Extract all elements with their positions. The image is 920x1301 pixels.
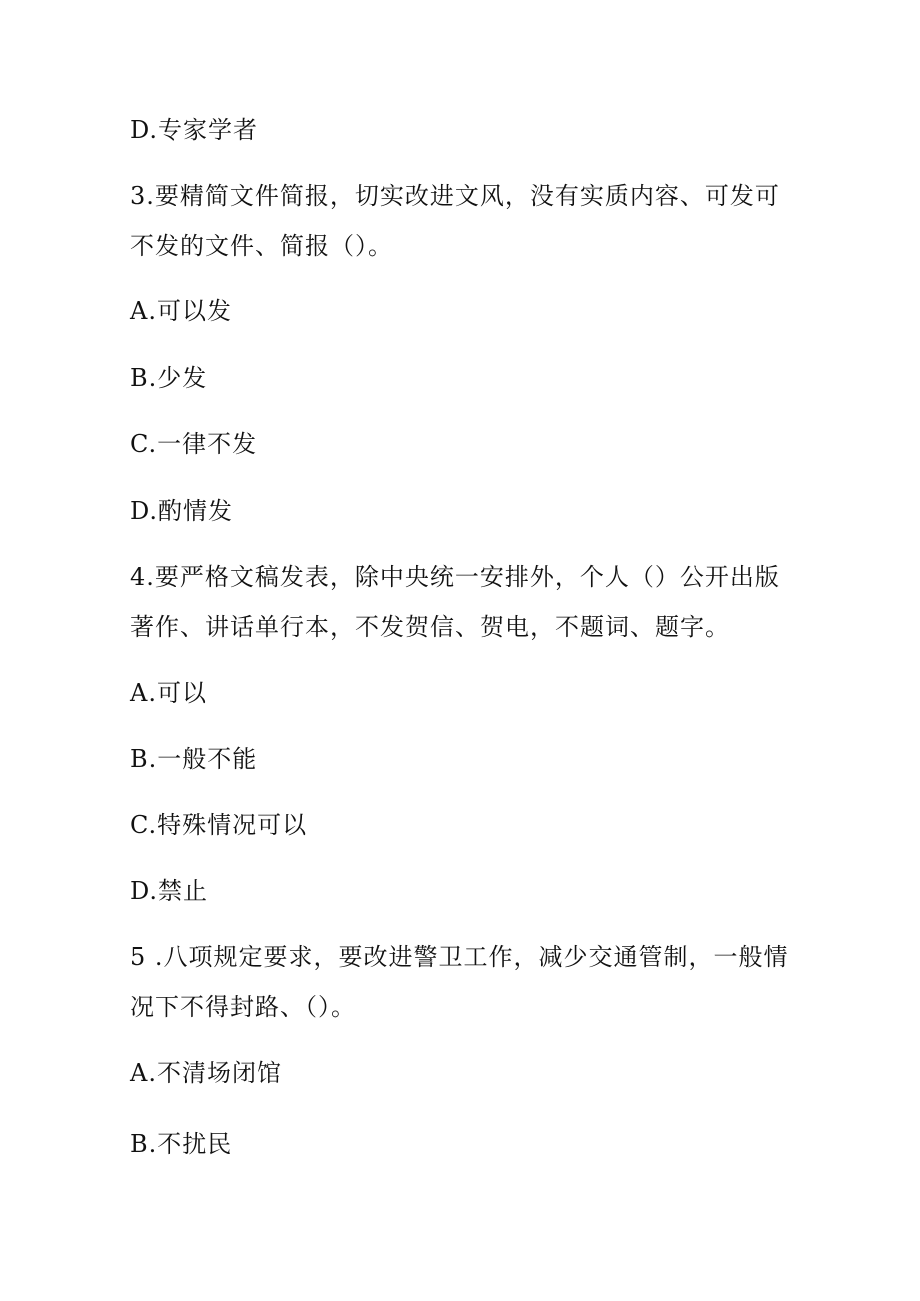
q3-option-c: C.一律不发 [130,430,258,458]
q4-option-c: C.特殊情况可以 [130,811,308,839]
q2-option-d: D.专家学者 [130,116,259,144]
q3-question-line-2: 不发的文件、简报（）。 [130,232,393,260]
q4-option-b: B.一般不能 [130,745,258,773]
q4-question-line-1: 4.要严格文稿发表，除中央统一安排外，个人（）公开出版 [130,563,780,591]
q4-question-line-2: 著作、讲话单行本，不发贺信、贺电，不题词、题字。 [130,613,730,641]
q4-option-a: A.可以 [130,679,207,707]
q3-option-d: D.酌情发 [130,497,234,525]
q5-option-b: B.不扰民 [130,1130,233,1158]
q3-option-b: B.少发 [130,364,208,392]
q5-question-line-1: 5 .八项规定要求，要改进警卫工作，减少交通管制，一般情 [130,943,789,971]
q5-question-line-2: 况下不得封路、（）。 [130,993,356,1021]
q4-option-d: D.禁止 [130,877,209,905]
q3-option-a: A.可以发 [130,297,232,325]
q3-question-line-1: 3.要精简文件简报，切实改进文风，没有实质内容、可发可 [130,182,780,210]
q5-option-a: A.不清场闭馆 [130,1059,282,1087]
